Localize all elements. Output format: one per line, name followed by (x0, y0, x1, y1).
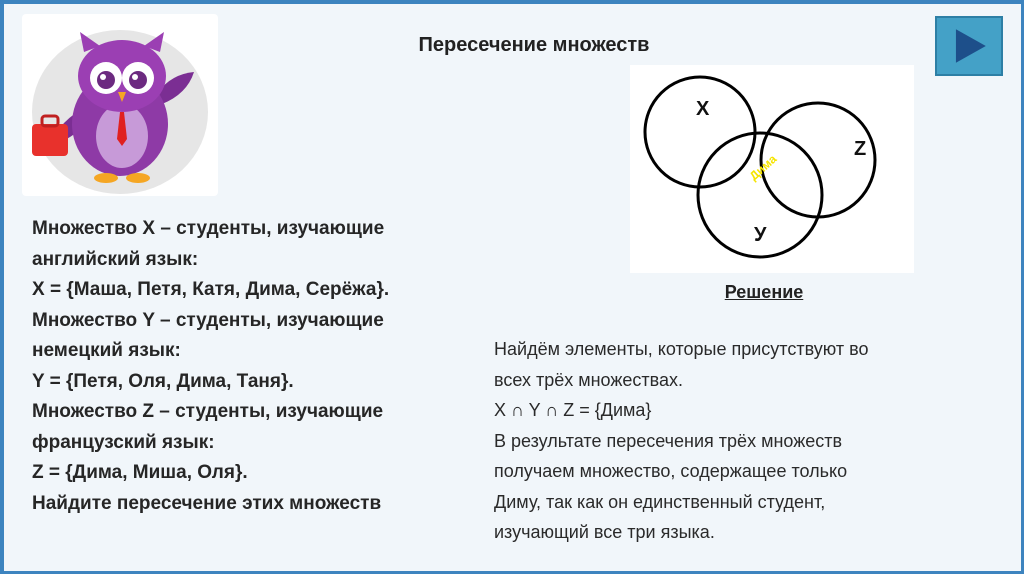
solution-line: В результате пересечения трёх множеств (494, 430, 843, 451)
problem-line: немецкий язык: (32, 340, 181, 361)
page-title: Пересечение множеств (418, 34, 650, 56)
next-slide-button[interactable] (935, 16, 1003, 76)
problem-line: Множество Y – студенты, изучающие (32, 309, 384, 331)
problem-line: Найдите пересечение этих множеств (32, 492, 382, 514)
circle-z (761, 103, 875, 217)
problem-line: Множество X – студенты, изучающие (32, 218, 385, 239)
venn-diagram (630, 65, 914, 273)
solution-line: всех трёх множествах. (494, 369, 684, 390)
problem-line: французский язык: (32, 431, 215, 453)
intersection-label: Дима (746, 151, 780, 184)
play-triangle-icon (937, 18, 1001, 74)
problem-line: английский язык: (32, 248, 199, 270)
solution-heading: Решение (724, 282, 804, 302)
problem-line: Y = {Петя, Оля, Дима, Таня}. (32, 370, 294, 392)
owl-mascot-icon (22, 14, 218, 196)
solution-line: X ∩ Y ∩ Z = {Дима} (494, 400, 652, 420)
solution-text (494, 334, 994, 548)
problem-line: Z = {Дима, Миша, Оля}. (32, 462, 248, 483)
circle-x (645, 77, 755, 187)
problem-line: Множество Z – студенты, изучающие (32, 401, 384, 422)
problem-statement (32, 214, 472, 519)
label-z: Z (854, 138, 867, 160)
label-x: X (696, 98, 710, 120)
solution-line: Найдём элементы, которые присутствуют во (494, 339, 869, 359)
solution-line: изучающий все три языка. (494, 522, 715, 542)
label-y: У (754, 224, 767, 246)
solution-line: получаем множество, содержащее только (494, 461, 848, 481)
problem-line: X = {Маша, Петя, Катя, Дима, Серёжа}. (32, 279, 390, 300)
solution-line: Диму, так как он единственный студент, (494, 491, 826, 512)
